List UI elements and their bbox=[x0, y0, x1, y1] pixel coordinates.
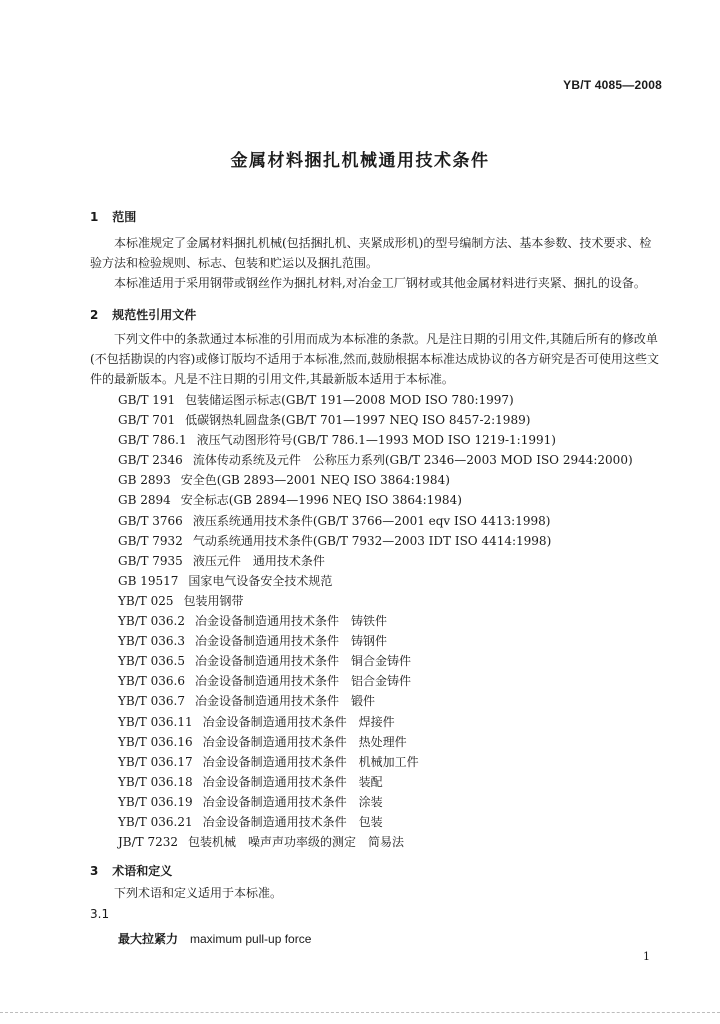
reference-item: GB/T 2346 流体传动系统及元件 公称压力系列(GB/T 2346—2003 MOD ISO 2944:2000) bbox=[118, 453, 633, 468]
normative-references-intro: 下列文件中的条款通过本标准的引用而成为本标准的条款。凡是注日期的引用文件,其随后所有的修改单(不包括勘误的内容)或修订版均不适用于本标准,然而,鼓励根据本标准达成协议的各方研究是否可使用这些文件的最新版本。凡是不注日期的引用文件,其最新版本适用于本标准。 bbox=[90, 332, 659, 386]
term-chinese: 最大拉紧力 bbox=[118, 932, 179, 946]
reference-item: GB/T 3766 液压系统通用技术条件(GB/T 3766—2001 eqv ISO 4413:1998) bbox=[118, 513, 551, 528]
reference-item: GB 2894 安全标志(GB 2894—1996 NEQ ISO 3864:1984) bbox=[118, 493, 462, 508]
reference-item: GB/T 191 包装储运图示标志(GB/T 191—2008 MOD ISO 780:1997) bbox=[118, 393, 514, 407]
document-title: 金属材料捆扎机械通用技术条件 bbox=[230, 151, 490, 171]
subsection-number: 3.1 bbox=[90, 907, 110, 921]
section-title: 范围 bbox=[112, 210, 137, 224]
reference-item: GB/T 701 低碳钢热轧圆盘条(GB/T 701—1997 NEQ ISO 8457-2:1989) bbox=[118, 413, 531, 428]
section-title: 术语和定义 bbox=[112, 864, 173, 878]
page-number: 1 bbox=[643, 950, 650, 963]
section-1-heading bbox=[90, 208, 136, 225]
scope-paragraph-1: 本标准规定了金属材料捆扎机械(包括捆扎机、夹紧成形机)的型号编制方法、基本参数、技术要求、检验方法和检验规则、标志、包装和贮运以及捆扎范围。 bbox=[90, 236, 652, 270]
section-2-heading bbox=[90, 306, 196, 323]
reference-item: YB/T 036.19 冶金设备制造通用技术条件 涂装 bbox=[118, 794, 383, 809]
scan-divider bbox=[0, 1012, 720, 1013]
reference-list bbox=[118, 390, 633, 852]
reference-item: YB/T 036.6 冶金设备制造通用技术条件 铝合金铸件 bbox=[118, 674, 411, 689]
section-title: 规范性引用文件 bbox=[112, 308, 197, 322]
term-entry bbox=[118, 930, 311, 947]
standard-code: YB/T 4085—2008 bbox=[563, 78, 662, 92]
reference-item: GB 2893 安全色(GB 2893—2001 NEQ ISO 3864:1984) bbox=[118, 473, 450, 488]
reference-item: JB/T 7232 包装机械 噪声声功率级的测定 简易法 bbox=[118, 835, 405, 850]
reference-item: YB/T 025 包装用钢带 bbox=[118, 593, 244, 608]
reference-item: YB/T 036.21 冶金设备制造通用技术条件 包装 bbox=[118, 814, 383, 829]
terms-intro: 下列术语和定义适用于本标准。 bbox=[114, 886, 283, 900]
reference-item: YB/T 036.18 冶金设备制造通用技术条件 装配 bbox=[118, 774, 383, 789]
term-english: maximum pull-up force bbox=[190, 932, 312, 946]
reference-item: YB/T 036.11 冶金设备制造通用技术条件 焊接件 bbox=[118, 714, 395, 729]
reference-item: YB/T 036.2 冶金设备制造通用技术条件 铸铁件 bbox=[118, 614, 387, 629]
section-3-heading bbox=[90, 862, 172, 879]
reference-item: GB/T 786.1 液压气动图形符号(GB/T 786.1—1993 MOD ISO 1219-1:1991) bbox=[118, 433, 556, 448]
scope-paragraph-2: 本标准适用于采用钢带或钢丝作为捆扎材料,对冶金工厂钢材或其他金属材料进行夹紧、捆扎的设备。 bbox=[114, 276, 646, 290]
section-number: 2 bbox=[90, 308, 99, 322]
section-number: 3 bbox=[90, 864, 99, 878]
reference-item: GB/T 7932 气动系统通用技术条件(GB/T 7932—2003 IDT ISO 4414:1998) bbox=[118, 533, 552, 548]
reference-item: YB/T 036.17 冶金设备制造通用技术条件 机械加工件 bbox=[118, 754, 419, 769]
reference-item: YB/T 036.16 冶金设备制造通用技术条件 热处理件 bbox=[118, 734, 407, 749]
reference-item: YB/T 036.7 冶金设备制造通用技术条件 锻件 bbox=[118, 694, 375, 709]
section-number: 1 bbox=[90, 210, 99, 224]
reference-item: YB/T 036.3 冶金设备制造通用技术条件 铸钢件 bbox=[118, 634, 387, 649]
reference-item: GB/T 7935 液压元件 通用技术条件 bbox=[118, 553, 325, 568]
reference-item: YB/T 036.5 冶金设备制造通用技术条件 铜合金铸件 bbox=[118, 654, 411, 669]
reference-item: GB 19517 国家电气设备安全技术规范 bbox=[118, 573, 333, 588]
